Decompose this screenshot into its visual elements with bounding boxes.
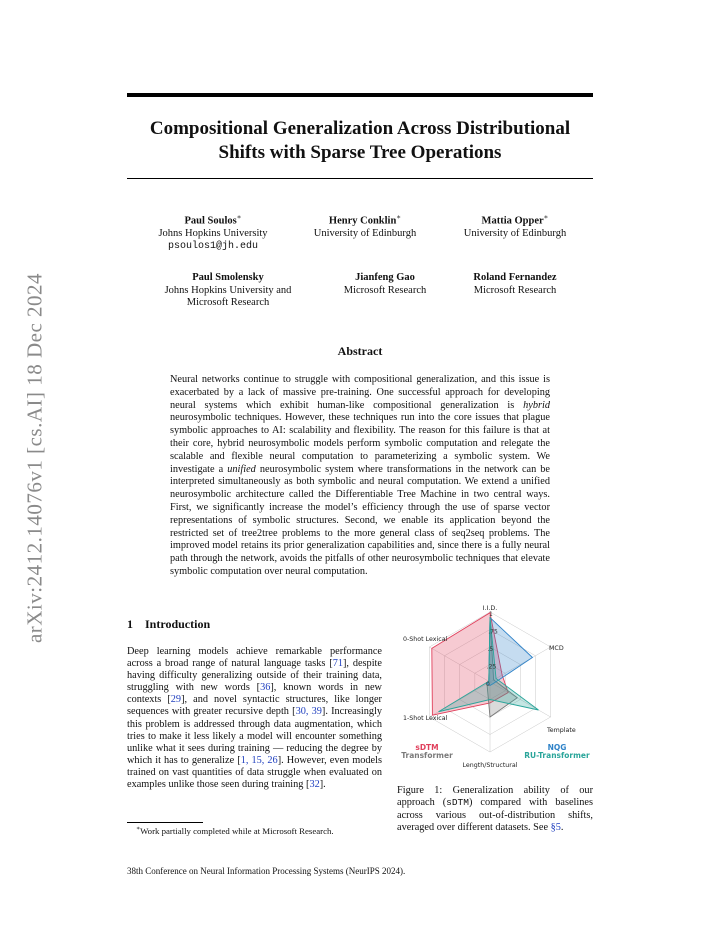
author-block xyxy=(290,211,440,241)
footnote-rule xyxy=(127,822,203,823)
author-name: Roland Fernandez xyxy=(473,272,557,283)
author-name: Jianfeng Gao xyxy=(355,272,415,283)
author-affiliation: Johns Hopkins University and xyxy=(164,284,292,296)
legend-entry: NQG xyxy=(547,743,567,752)
author-affiliation: Microsoft Research xyxy=(473,284,557,296)
citation-link[interactable]: 1, 15, 26 xyxy=(240,754,278,766)
radar-axis-label: 1-Shot Lexical xyxy=(403,715,448,722)
legend-entry: Transformer xyxy=(401,751,453,760)
radar-axis-label: MCD xyxy=(549,645,564,652)
author-name: Mattia Opper∗ xyxy=(481,213,549,227)
radar-tick-label: 0 xyxy=(486,681,490,688)
abstract-heading: Abstract xyxy=(337,344,383,358)
author-affiliation: Microsoft Research xyxy=(343,284,427,296)
author-block xyxy=(440,272,590,297)
author-affiliation: Microsoft Research xyxy=(186,297,270,308)
citation-link[interactable]: 30, 39 xyxy=(295,706,322,718)
radar-chart xyxy=(397,600,597,778)
legend-entry: sDTM xyxy=(415,743,439,752)
legend-entry: RU-Transformer xyxy=(524,751,590,760)
abstract-body: Neural networks continue to struggle with compositional generalization, and this issue is exacerbated by a lack of massive pre-training. One successful approach for developing neural systems which exhibit human-like compositional generalization is hybrid neurosymbolic techniques. However, these techniques run into the core issues that plague symbolic approaches to AI: scalability and flexibility. The reason for this failure is that at their core, hybrid neurosymbolic models perform symbolic computation and relegate the scalable and flexible neural computation to parameterizing a symbolic system. We investigate a unified neurosymbolic system where transformations in the network can be interpreted simultaneously as both symbolic and neural computation. We extend a unified neurosymbolic architecture called the Differentiable Tree Machine in two central ways. First, we significantly increase the model’s efficiency through the use of sparse vector representations of symbolic structures. Second, we enable its application beyond the restricted set of tree2tree problems to the more general class of seq2seq problems. The improved model retains its prior generalization capabilities and, since there is a fully neural path through the network, avoids the pitfalls of other neurosymbolic techniques that elevate symbolic computation over neural computation. xyxy=(170,374,550,577)
author-block xyxy=(440,211,590,241)
citation-link[interactable]: 36 xyxy=(260,682,271,694)
author-name: Paul Soulos∗ xyxy=(184,213,242,227)
radar-tick-label: 1 xyxy=(489,611,493,618)
radar-tick-label: .25 xyxy=(486,663,497,671)
author-block xyxy=(138,272,318,310)
radar-axis-label: I.I.D. xyxy=(482,605,498,612)
title-rule-top xyxy=(127,93,593,97)
author-name: Paul Smolensky xyxy=(192,272,264,283)
author-affiliation: Johns Hopkins University xyxy=(158,228,268,239)
conference-footer: 38th Conference on Neural Information Processing Systems (NeurIPS 2024). xyxy=(127,866,406,876)
author-affiliation: University of Edinburgh xyxy=(463,228,567,239)
section-link[interactable]: §5 xyxy=(550,821,561,833)
author-email[interactable]: psoulos1@jh.edu xyxy=(167,240,258,252)
citation-link[interactable]: 71 xyxy=(332,658,343,670)
radar-axis-label: Length/Structural xyxy=(462,762,518,769)
section-heading: 1 Introduction xyxy=(127,617,211,631)
radar-tick-label: .75 xyxy=(488,628,498,636)
radar-axis-label: Template xyxy=(547,727,576,734)
paper-title: Compositional Generalization Across Distributional Shifts with Sparse Tree Operations xyxy=(149,118,571,163)
footnote: ∗Work partially completed while at Microsoft Research. xyxy=(136,825,334,836)
author-block xyxy=(138,211,288,253)
citation-link[interactable]: 32 xyxy=(309,779,320,791)
title-rule-bottom xyxy=(127,178,593,179)
intro-paragraph: Deep learning models achieve remarkable performance across a broad range of natural language tasks [71], despite having difficulty generalizing outside of their training data, struggling with new words [36], known words in new contexts [29], and novel syntactic structures, like longer sequences with greater recursive depth [30, 39]. Increasingly this problem is addressed through data augmentation, which tries to make it less likely a model will encounter something unlike what it sees during training — reducing the degree by which it has to generalize [1, 15, 26]. However, even models trained on vast quantities of data struggle when evaluated on examples unlike those seen during training [32]. xyxy=(127,646,382,791)
figure-caption: Figure 1: Generalization ability of our approach (sDTM) compared with baselines across various out-of-distribution shifts, averaged over different datasets. See §5. xyxy=(397,785,593,833)
arxiv-identifier: arXiv:2412.14076v1 [cs.AI] 18 Dec 2024 xyxy=(22,272,47,644)
author-affiliation: University of Edinburgh xyxy=(313,228,417,239)
radar-axis-label: 0-Shot Lexical xyxy=(403,636,448,643)
citation-link[interactable]: 29 xyxy=(170,694,182,706)
author-block xyxy=(310,272,460,297)
author-name: Henry Conklin∗ xyxy=(328,213,402,227)
radar-tick-label: .5 xyxy=(487,646,494,653)
